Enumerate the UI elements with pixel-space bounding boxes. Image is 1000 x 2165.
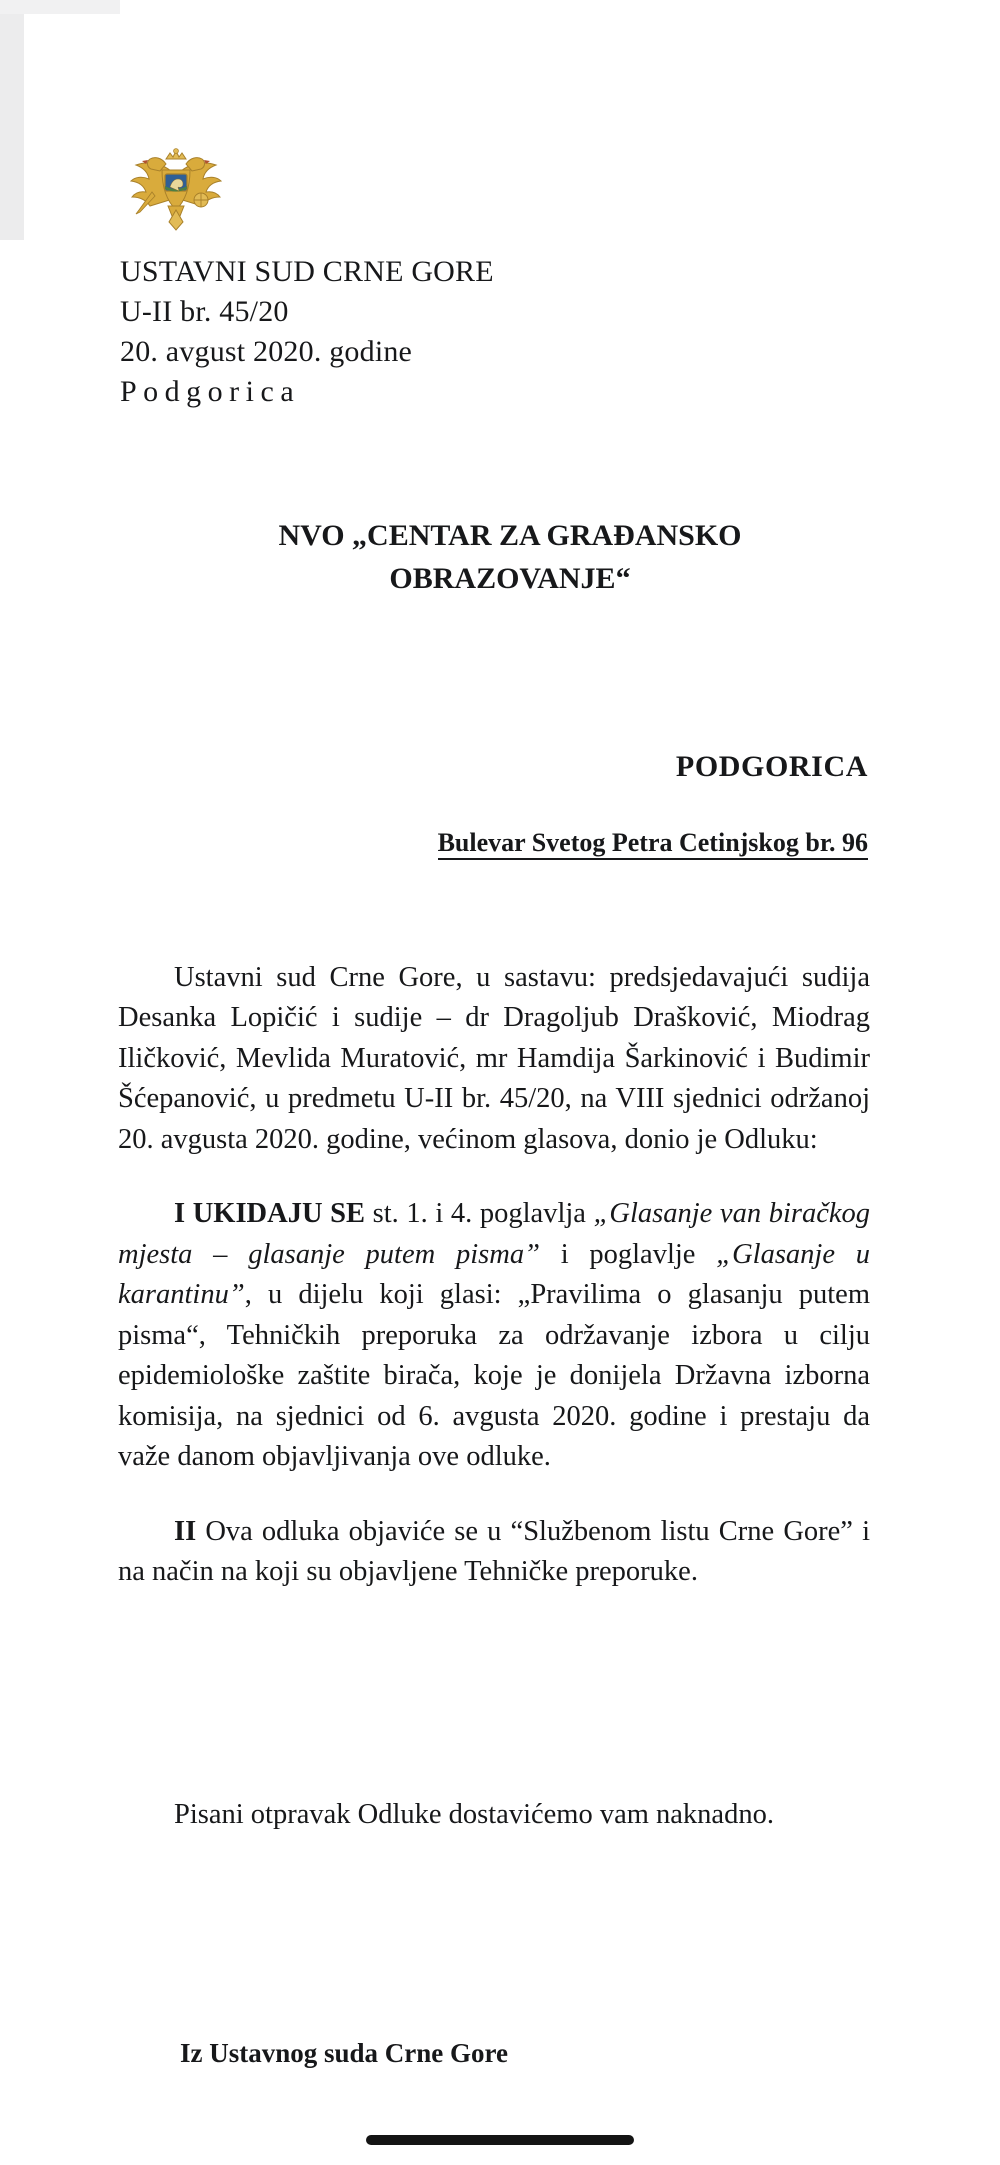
addressee-line-2: OBRAZOVANJE“	[389, 561, 631, 595]
paragraph-closing: Pisani otpravak Odluke dostavićemo vam naknadno.	[174, 1799, 774, 1830]
item-1-marker: I UKIDAJU SE	[174, 1198, 366, 1230]
signoff-line: Iz Ustavnog suda Crne Gore	[180, 2038, 509, 2068]
item-1-italic-2: „Glasanje u karantinu”	[118, 1238, 870, 1311]
addressee-street-address-text: Bulevar Svetog Petra Cetinjskog br. 96	[438, 828, 868, 860]
scan-edge-strip-top	[0, 0, 120, 14]
paragraph-intro: Ustavni sud Crne Gore, u sastavu: predsjedavajući sudija Desanka Lopičić i sudije – dr Dragoljub Drašković, Miodrag Iličković, Mevlida Muratović, mr Hamdija Šarkinović i Budimir Šćepanović, u predmetu U-II br. 45/20, na VIII sjednici održanoj 20. avgusta 2020. godine, većinom glasova, donio je Odluku:	[118, 962, 870, 1155]
montenegro-coat-of-arms-icon	[122, 148, 230, 232]
item-1-text-part-1: st. 1. i 4. poglavlja	[365, 1198, 594, 1230]
decision-date: 20. avgust 2020. godine	[120, 334, 413, 368]
addressee-street-address	[200, 828, 868, 858]
item-1-text-part-2: i poglavlje	[539, 1238, 717, 1270]
scan-edge-strip	[0, 0, 24, 240]
item-2-text: Ova odluka objaviće se u “Službenom listu Crne Gore” i na način na koji su objavljene Tehničke preporuke.	[118, 1515, 870, 1588]
court-city: Podgorica	[120, 374, 301, 408]
home-indicator[interactable]	[366, 2135, 634, 2145]
addressee-line-1: NVO „CENTAR ZA GRAĐANSKO	[278, 519, 742, 552]
item-2-marker: II	[174, 1515, 197, 1547]
item-1-text-part-3: , u dijelu koji glasi: „Pravilima o glasanju putem pisma“, Tehničkih preporuka za održavanje izbora u cilju epidemiološke zaštite birača, koje je donijela Državna izborna komisija, na sjednici od 6. avgusta 2020. godine i prestaju da važe danom objavljivanja ove odluke.	[118, 1279, 870, 1473]
addressee-block	[230, 515, 790, 600]
addressee-city: PODGORICA	[675, 750, 868, 783]
paragraph-item-1	[118, 1194, 870, 1477]
case-number: U-II br. 45/20	[120, 294, 289, 328]
court-institution-name: USTAVNI SUD CRNE GORE	[120, 255, 494, 288]
item-1-italic-1: „Glasanje van biračkog mjesta – glasanje putem pisma”	[118, 1198, 871, 1270]
court-header	[120, 252, 760, 412]
decision-body	[118, 958, 870, 1627]
paragraph-item-2	[118, 1512, 870, 1593]
